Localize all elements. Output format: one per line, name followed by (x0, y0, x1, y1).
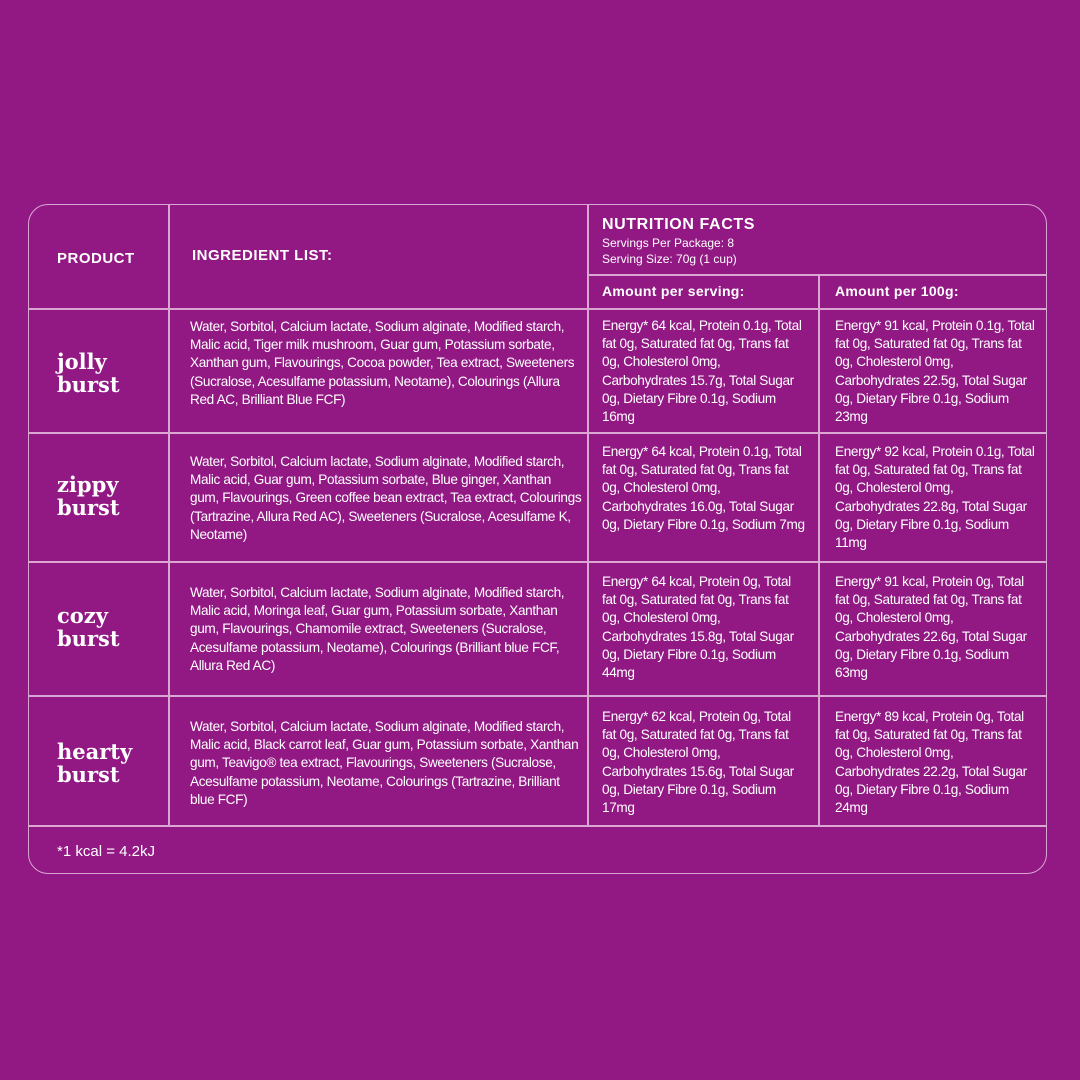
divider-footer (29, 825, 1047, 827)
servings-per-package: Servings Per Package: 8 (602, 236, 735, 250)
header-ingredients: INGREDIENT LIST: (192, 247, 333, 264)
product-name-hearty-burst: hearty burst (57, 739, 133, 787)
per-100g-zippy-burst: Energy* 92 kcal, Protein 0.1g, Total fat 0g, Saturated fat 0g, Trans fat 0g, Cholesterol 0mg, Carbohydrates 22.8g, Total Sugar 0g, Dietary Fibre 0.1g, Sodium 11mg (835, 444, 1035, 551)
product-name-zippy-burst: zippy burst (57, 472, 120, 520)
ingredients-zippy-burst: Water, Sorbitol, Calcium lactate, Sodium alginate, Modified starch, Malic acid, Guar gum, Potassium sorbate, Blue ginger, Xanthan gum, Flavourings, Green coffee bean extract, Tea extract, Colourings (Tartrazine, Allura Red AC), Sweeteners (Sucralose, Acesulfame K, Neotame) (190, 454, 582, 542)
ingredients-hearty-burst: Water, Sorbitol, Calcium lactate, Sodium alginate, Modified starch, Malic acid, Black carrot leaf, Guar gum, Potassium sorbate, Xanthan gum, Teavigo® tea extract, Flavourings, Sweeteners (Sucralose, Acesulfame potassium, Neotame, Colourings (Tartrazine, Brilliant blue FCF) (190, 719, 579, 807)
per-serving-jolly-burst: Energy* 64 kcal, Protein 0.1g, Total fat 0g, Saturated fat 0g, Trans fat 0g, Cholesterol 0mg, Carbohydrates 15.7g, Total Sugar 0g, Dietary Fibre 0.1g, Sodium 16mg (602, 318, 802, 425)
product-name-cozy-burst: cozy burst (57, 603, 120, 651)
per-serving-zippy-burst: Energy* 64 kcal, Protein 0.1g, Total fat 0g, Saturated fat 0g, Trans fat 0g, Cholesterol 0mg, Carbohydrates 16.0g, Total Sugar 0g, Dietary Fibre 0.1g, Sodium 7mg (602, 444, 805, 532)
divider-row-2 (29, 561, 1047, 563)
header-per-100g: Amount per 100g: (835, 283, 959, 299)
serving-size: Serving Size: 70g (1 cup) (602, 252, 737, 266)
divider-product (168, 205, 170, 825)
footnote-kcal-conversion: *1 kcal = 4.2kJ (57, 843, 155, 860)
header-per-serving: Amount per serving: (602, 283, 745, 299)
per-100g-cozy-burst: Energy* 91 kcal, Protein 0g, Total fat 0g, Saturated fat 0g, Trans fat 0g, Cholesterol 0mg, Carbohydrates 22.6g, Total Sugar 0g, Dietary Fibre 0.1g, Sodium 63mg (835, 574, 1027, 681)
divider-ingredients (587, 205, 589, 825)
divider-row-3 (29, 695, 1047, 697)
per-100g-jolly-burst: Energy* 91 kcal, Protein 0.1g, Total fat 0g, Saturated fat 0g, Trans fat 0g, Cholesterol 0mg, Carbohydrates 22.5g, Total Sugar 0g, Dietary Fibre 0.1g, Sodium 23mg (835, 318, 1035, 425)
divider-nutrition (818, 275, 820, 825)
ingredients-jolly-burst: Water, Sorbitol, Calcium lactate, Sodium alginate, Modified starch, Malic acid, Tiger milk mushroom, Guar gum, Potassium sorbate, Xanthan gum, Flavourings, Cocoa powder, Tea extract, Sweeteners (Sucralose, Acesulfame potassium, Neotame), Colourings (Allura Red AC, Brilliant Blue FCF) (190, 319, 575, 407)
nutrition-facts-title: NUTRITION FACTS (602, 216, 755, 233)
ingredients-cozy-burst: Water, Sorbitol, Calcium lactate, Sodium alginate, Modified starch, Malic acid, Moringa leaf, Guar gum, Potassium sorbate, Xanthan gum, Flavourings, Chamomile extract, Sweeteners (Sucralose, Acesulfame potassium, Neotame), Colourings (Brilliant blue FCF, Allura Red AC) (190, 585, 565, 673)
header-product: PRODUCT (57, 250, 135, 267)
divider-header (29, 308, 1047, 310)
divider-subheader (587, 274, 1047, 276)
product-name-jolly-burst: jolly burst (57, 349, 120, 397)
per-serving-hearty-burst: Energy* 62 kcal, Protein 0g, Total fat 0g, Saturated fat 0g, Trans fat 0g, Cholesterol 0mg, Carbohydrates 15.6g, Total Sugar 0g, Dietary Fibre 0.1g, Sodium 17mg (602, 709, 794, 816)
divider-row-1 (29, 432, 1047, 434)
per-100g-hearty-burst: Energy* 89 kcal, Protein 0g, Total fat 0g, Saturated fat 0g, Trans fat 0g, Cholesterol 0mg, Carbohydrates 22.2g, Total Sugar 0g, Dietary Fibre 0.1g, Sodium 24mg (835, 709, 1027, 816)
per-serving-cozy-burst: Energy* 64 kcal, Protein 0g, Total fat 0g, Saturated fat 0g, Trans fat 0g, Cholesterol 0mg, Carbohydrates 15.8g, Total Sugar 0g, Dietary Fibre 0.1g, Sodium 44mg (602, 574, 794, 681)
